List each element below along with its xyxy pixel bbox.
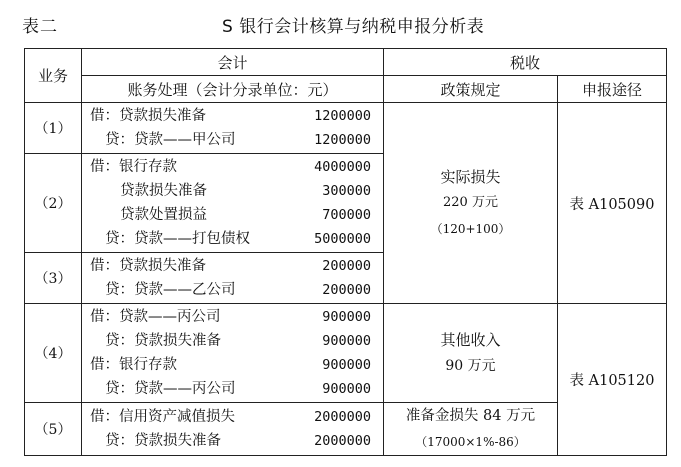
document-title (222, 12, 484, 37)
entry-amount: 200000 (322, 282, 371, 298)
entry-line: 贷：贷款——丙公司 900000 (90, 377, 371, 401)
header-row-2 (25, 76, 667, 103)
business-label: （4） (25, 304, 82, 403)
header-business: 业务 (25, 49, 82, 103)
entry-amount: 2000000 (314, 433, 371, 449)
entry-line: 贷：贷款损失准备 900000 (90, 329, 371, 353)
business-label: （1） (25, 103, 82, 154)
header-accounting: 会计 (82, 49, 384, 76)
analysis-table (24, 48, 667, 456)
entry-amount: 1200000 (314, 132, 371, 148)
policy-formula: （120+100） (430, 222, 511, 236)
entry-amount: 4000000 (314, 159, 371, 175)
business-label: （3） (25, 253, 82, 304)
document-header (0, 0, 681, 46)
table-row (25, 103, 667, 154)
journal-entries (82, 103, 384, 154)
journal-entries (82, 304, 384, 403)
header-row-1 (25, 49, 667, 76)
journal-entries (82, 253, 384, 304)
entry-line: 借：银行存款 4000000 (90, 155, 371, 179)
title-text: 银行会计核算与纳税申报分析表 (233, 17, 485, 37)
policy-text: 其他收入 (440, 331, 501, 349)
header-policy-column: 政策规定 (384, 76, 558, 103)
entry-amount: 5000000 (314, 231, 371, 247)
header-entry-column: 账务处理（会计分录单位：元） (82, 76, 384, 103)
route-a105120: 表 A105120 (558, 304, 667, 456)
entry-amount: 2000000 (314, 409, 371, 425)
route-a105090: 表 A105090 (558, 103, 667, 304)
policy-actual-loss (384, 103, 558, 304)
header-tax: 税收 (384, 49, 667, 76)
policy-formula: （17000×1%-86） (415, 435, 526, 449)
entry-line: 借：贷款——丙公司 900000 (90, 305, 371, 329)
entry-amount: 900000 (322, 309, 371, 325)
policy-amount: 90 万元 (445, 358, 496, 374)
entry-line: 借：贷款损失准备 1200000 (90, 104, 371, 128)
business-label: （5） (25, 403, 82, 456)
entry-line: 借：银行存款 900000 (90, 353, 371, 377)
header-route-column: 申报途径 (558, 76, 667, 103)
table-label: 表二 (22, 17, 58, 37)
entry-line: 贷：贷款——打包债权 5000000 (90, 227, 371, 251)
entry-amount: 900000 (322, 333, 371, 349)
journal-entries (82, 154, 384, 253)
entry-amount: 300000 (322, 183, 371, 199)
table-row (25, 304, 667, 403)
entry-amount: 900000 (322, 357, 371, 373)
title-bank-letter: S (222, 17, 234, 37)
entry-line: 借：信用资产减值损失 2000000 (90, 405, 371, 429)
entry-line: 贷：贷款损失准备 2000000 (90, 429, 371, 453)
entry-line: 贷款处置损益 700000 (90, 203, 371, 227)
policy-amount: 220 万元 (443, 195, 498, 210)
entry-amount: 200000 (322, 258, 371, 274)
policy-text: 准备金损失 84 万元 (405, 408, 536, 424)
entry-line: 贷：贷款——甲公司 1200000 (90, 128, 371, 152)
entry-line: 贷：贷款——乙公司 200000 (90, 278, 371, 302)
entry-amount: 1200000 (314, 108, 371, 124)
entry-amount: 900000 (322, 381, 371, 397)
policy-text: 实际损失 (440, 168, 501, 186)
business-label: （2） (25, 154, 82, 253)
entry-line: 贷款损失准备 300000 (90, 179, 371, 203)
journal-entries (82, 403, 384, 456)
entry-line: 借：贷款损失准备 200000 (90, 254, 371, 278)
entry-amount: 700000 (322, 207, 371, 223)
policy-other-income (384, 304, 558, 403)
policy-reserve-loss (384, 403, 558, 456)
